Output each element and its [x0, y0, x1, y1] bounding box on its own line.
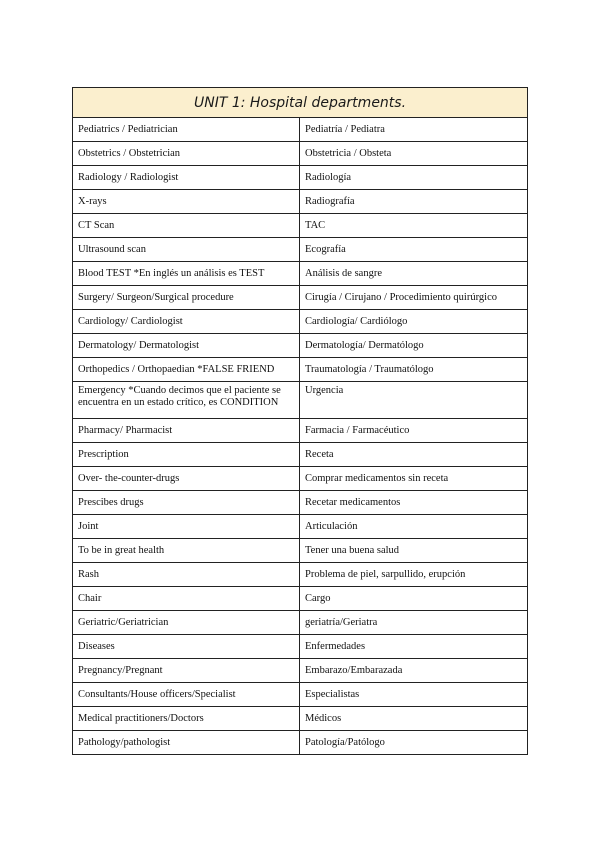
table-row: [73, 142, 528, 166]
spanish-term: Articulación: [300, 515, 528, 539]
spanish-term: Radiografía: [300, 190, 528, 214]
spanish-term: Embarazo/Embarazada: [300, 659, 528, 683]
spanish-term: Problema de piel, sarpullido, erupción: [300, 563, 528, 587]
english-term: Rash: [73, 563, 300, 587]
spanish-term: Enfermedades: [300, 635, 528, 659]
english-term: Surgery/ Surgeon/Surgical procedure: [73, 286, 300, 310]
english-term: Cardiology/ Cardiologist: [73, 310, 300, 334]
spanish-term: Urgencia: [300, 382, 528, 419]
english-term: Ultrasound scan: [73, 238, 300, 262]
spanish-term: Recetar medicamentos: [300, 491, 528, 515]
spanish-term: Especialistas: [300, 683, 528, 707]
table-row: [73, 166, 528, 190]
spanish-term: Ecografía: [300, 238, 528, 262]
table-row: [73, 731, 528, 755]
table-row: [73, 358, 528, 382]
english-term: Chair: [73, 587, 300, 611]
spanish-term: Traumatología / Traumatólogo: [300, 358, 528, 382]
english-term: Consultants/House officers/Specialist: [73, 683, 300, 707]
spanish-term: Dermatología/ Dermatólogo: [300, 334, 528, 358]
spanish-term: Farmacia / Farmacéutico: [300, 419, 528, 443]
spanish-term: Tener una buena salud: [300, 539, 528, 563]
spanish-term: Patología/Patólogo: [300, 731, 528, 755]
spanish-term: Análisis de sangre: [300, 262, 528, 286]
spanish-term: Receta: [300, 443, 528, 467]
english-term: Blood TEST *En inglés un análisis es TEST: [73, 262, 300, 286]
english-term: Pregnancy/Pregnant: [73, 659, 300, 683]
table-row: [73, 310, 528, 334]
table-row: [73, 334, 528, 358]
english-term: Orthopedics / Orthopaedian *FALSE FRIEND: [73, 358, 300, 382]
spanish-term: Cirugía / Cirujano / Procedimiento quirúrgico: [300, 286, 528, 310]
english-term: Pediatrics / Pediatrician: [73, 118, 300, 142]
title-row: [73, 88, 528, 118]
english-term: Obstetrics / Obstetrician: [73, 142, 300, 166]
english-term: Prescription: [73, 443, 300, 467]
table-row: [73, 467, 528, 491]
table-title: UNIT 1: Hospital departments.: [73, 88, 528, 118]
spanish-term: Comprar medicamentos sin receta: [300, 467, 528, 491]
table-row: [73, 683, 528, 707]
table-row: [73, 286, 528, 310]
table-row: [73, 118, 528, 142]
table-row: [73, 491, 528, 515]
spanish-term: Pediatría / Pediatra: [300, 118, 528, 142]
english-term: Diseases: [73, 635, 300, 659]
english-term: Medical practitioners/Doctors: [73, 707, 300, 731]
english-term: To be in great health: [73, 539, 300, 563]
table-row: [73, 443, 528, 467]
vocabulary-table: [72, 87, 528, 755]
table-row: [73, 214, 528, 238]
spanish-term: Médicos: [300, 707, 528, 731]
english-term: CT Scan: [73, 214, 300, 238]
english-term: Pharmacy/ Pharmacist: [73, 419, 300, 443]
english-term: Joint: [73, 515, 300, 539]
spanish-term: Cargo: [300, 587, 528, 611]
english-term: X-rays: [73, 190, 300, 214]
spanish-term: Radiología: [300, 166, 528, 190]
english-term: Over- the-counter-drugs: [73, 467, 300, 491]
spanish-term: Obstetricia / Obsteta: [300, 142, 528, 166]
table-row: [73, 563, 528, 587]
table-row: [73, 635, 528, 659]
table-row: [73, 238, 528, 262]
english-term: Emergency *Cuando decimos que el paciente se encuentra en un estado crítico, es CONDITION: [73, 382, 300, 419]
table-row: [73, 515, 528, 539]
english-term: Prescibes drugs: [73, 491, 300, 515]
english-term: Pathology/pathologist: [73, 731, 300, 755]
spanish-term: Cardiología/ Cardiólogo: [300, 310, 528, 334]
spanish-term: TAC: [300, 214, 528, 238]
table-row: [73, 587, 528, 611]
table-row: [73, 262, 528, 286]
english-term: Geriatric/Geriatrician: [73, 611, 300, 635]
table-row: [73, 419, 528, 443]
table-row: [73, 707, 528, 731]
english-term: Radiology / Radiologist: [73, 166, 300, 190]
table-row: [73, 190, 528, 214]
english-term: Dermatology/ Dermatologist: [73, 334, 300, 358]
table-row: [73, 539, 528, 563]
table-row: [73, 659, 528, 683]
table-row: [73, 611, 528, 635]
table-row: [73, 382, 528, 419]
spanish-term: geriatría/Geriatra: [300, 611, 528, 635]
